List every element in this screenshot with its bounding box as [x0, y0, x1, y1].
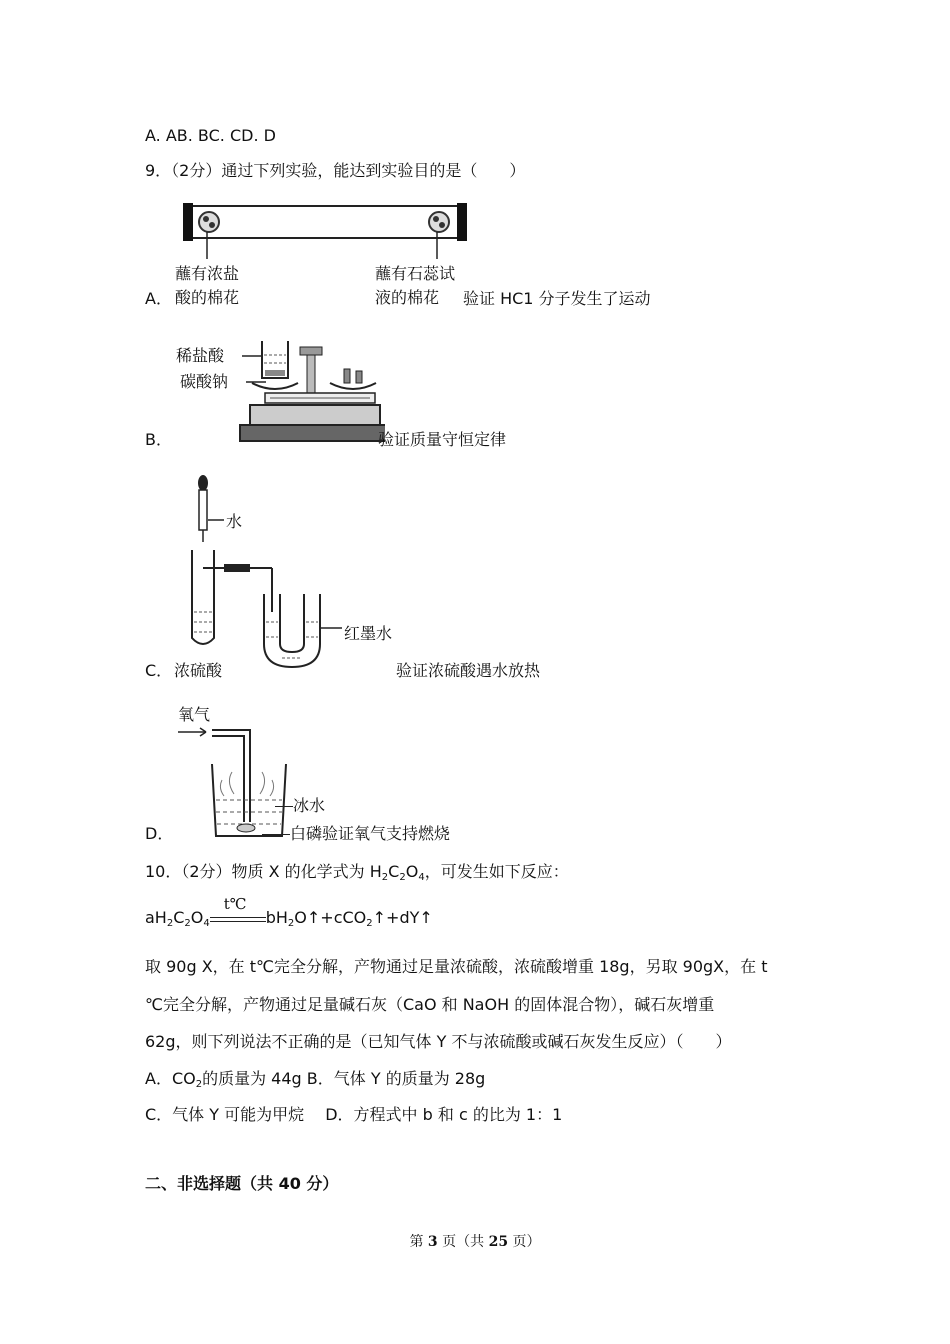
- option-d-caption: 验证氧气支持燃烧: [322, 824, 451, 843]
- q9-stem: 9．（2分）通过下列实验，能达到实验目的是（ ）: [145, 161, 526, 180]
- page-footer: [0, 1231, 950, 1251]
- option-a-caption: 验证 HC1 分子发生了运动: [463, 289, 651, 308]
- figure-a-label-left-2: 酸的棉花: [175, 288, 240, 307]
- q10-para-1: 取 90g X，在 t℃完全分解，产物通过足量浓硫酸，浓硫酸增重 18g，另取 90gX，在 t: [145, 957, 768, 976]
- figure-a-tube: [175, 203, 475, 311]
- option-a-letter: A．: [145, 289, 172, 308]
- q10-options-1: [145, 1069, 485, 1089]
- footer-prefix: 第: [409, 1234, 428, 1250]
- footer-middle: 页（共: [437, 1234, 489, 1250]
- figure-a-label-left-1: 蘸有浓盐: [175, 264, 240, 283]
- footer-suffix: 页）: [508, 1234, 541, 1250]
- figure-b-balance: [170, 333, 385, 451]
- q10-stem-prefix: 10．（2分）物质 X 的化学式为: [145, 862, 370, 881]
- footer-total: 25: [488, 1234, 509, 1250]
- figure-c-apparatus: [172, 472, 412, 672]
- figure-b-label-1: 稀盐酸: [176, 346, 225, 365]
- figure-d-label-icewater: 冰水: [293, 796, 326, 815]
- q10-options-1-render: A．$CO_2$的质量为 44g B．气体 Y 的质量为 28g: [145, 1069, 486, 1090]
- q10-para-2: ℃完全分解，产物通过足量碱石灰（CaO 和 NaOH 的固体混合物），碱石灰增重: [145, 995, 715, 1014]
- q10-eq-left-render: $aH_2C_2O_4$: [145, 908, 210, 929]
- option-c-letter: C．: [145, 661, 173, 680]
- q10-eq-right-render: $bH_2O↑+cCO_2↑+dY↑$: [265, 908, 433, 929]
- q10-options-2: C．气体 Y 可能为甲烷 D．方程式中 b 和 c 的比为 1：1: [145, 1105, 563, 1124]
- figure-d-beaker: [172, 702, 302, 842]
- option-d-letter: D．: [145, 824, 174, 843]
- section-heading: 二、非选择题（共 40 分）: [145, 1174, 339, 1193]
- q10-stem-formula-render: $H_2C_2O_4$: [369, 862, 425, 883]
- q8-options: A. AB. BC. CD. D: [145, 126, 276, 145]
- figure-c-label-ink: 红墨水: [344, 624, 393, 643]
- q10-equation: [145, 895, 433, 929]
- figure-d-label-phosphorus: 白磷: [290, 824, 323, 843]
- option-b-letter: B．: [145, 430, 172, 449]
- figure-c-label-water: 水: [226, 512, 243, 531]
- figure-b-label-2: 碳酸钠: [180, 372, 229, 391]
- figure-d-icewater-line: [275, 796, 325, 816]
- q10-eq-condition: t℃: [223, 895, 247, 913]
- figure-a-label-right-1: 蘸有石蕊试: [375, 264, 456, 283]
- option-c-caption: 验证浓硫酸遇水放热: [396, 661, 541, 680]
- q10-eq-arrow: [210, 895, 266, 928]
- option-d-caption-row: [262, 824, 450, 844]
- footer-page: 3: [427, 1234, 438, 1250]
- q10-para-3: 62g，则下列说法不正确的是（已知气体 Y 不与浓硫酸或碱石灰发生反应）（ ）: [145, 1032, 732, 1051]
- figure-c-label-acid: 浓硫酸: [174, 661, 223, 680]
- q10-stem: [145, 862, 569, 882]
- option-b-caption: 验证质量守恒定律: [378, 430, 507, 449]
- q10-stem-suffix: ，可发生如下反应：: [424, 862, 569, 881]
- figure-a-label-right-2: 液的棉花: [375, 288, 440, 307]
- figure-d-label-oxygen: 氧气: [178, 705, 211, 724]
